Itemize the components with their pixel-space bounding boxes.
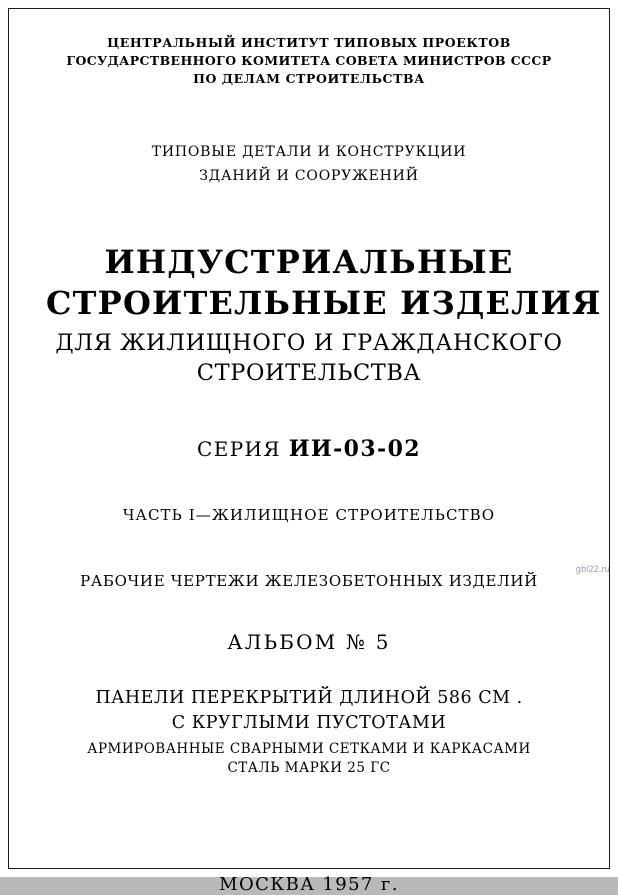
subtitle-line-2: СТРОИТЕЛЬСТВА [196, 360, 422, 386]
description-line-2: С КРУГЛЫМИ ПУСТОТАМИ [171, 713, 447, 733]
organization-line-3: ПО ДЕЛАМ СТРОИТЕЛЬСТВА [193, 71, 425, 86]
series-kind-line-2: ЗДАНИЙ И СООРУЖЕНИЙ [199, 168, 419, 184]
imprint [46, 874, 572, 895]
title-line-2: СТРОИТЕЛЬНЫЕ ИЗДЕЛИЯ [46, 284, 602, 322]
series-label: СЕРИЯ [197, 437, 281, 461]
organization-line-1: ЦЕНТРАЛЬНЫЙ ИНСТИТУТ ТИПОВЫХ ПРОЕКТОВ [107, 35, 511, 50]
product-description-primary [46, 686, 572, 736]
series-kind-line-1: ТИПОВЫЕ ДЕТАЛИ И КОНСТРУКЦИИ [151, 144, 467, 160]
series-kind [46, 140, 572, 188]
series-designation [46, 436, 572, 462]
working-drawings-text: РАБОЧИЕ ЧЕРТЕЖИ ЖЕЛЕЗОБЕТОННЫХ ИЗДЕЛИЙ [80, 572, 538, 590]
watermark: gbl22.ru [575, 564, 610, 574]
subtitle-line-1: ДЛЯ ЖИЛИЩНОГО И ГРАЖДАНСКОГО [55, 330, 563, 356]
organization-line-2: ГОСУДАРСТВЕННОГО КОМИТЕТА СОВЕТА МИНИСТРОВ СССР [66, 53, 552, 68]
part-label: ЧАСТЬ I—ЖИЛИЩНОЕ СТРОИТЕЛЬСТВО [122, 506, 496, 524]
working-drawings-label [46, 572, 572, 590]
description-line-3: АРМИРОВАННЫЕ СВАРНЫМИ СЕТКАМИ И КАРКАСАМИ [87, 741, 531, 757]
description-line-4: СТАЛЬ МАРКИ 25 ГС [227, 760, 391, 776]
description-line-1: ПАНЕЛИ ПЕРЕКРЫТИЙ ДЛИНОЙ 586 СМ . [95, 688, 523, 708]
imprint-text: МОСКВА 1957 г. [219, 874, 399, 895]
product-description-secondary [46, 740, 572, 778]
album-number-text: АЛЬБОМ № 5 [227, 630, 391, 654]
album-number [46, 630, 572, 654]
publisher-organization [46, 34, 572, 88]
page-subtitle [46, 328, 572, 388]
series-number: ИИ-03-02 [288, 436, 421, 462]
title-line-1: ИНДУСТРИАЛЬНЫЕ [104, 243, 514, 281]
page-title [46, 242, 602, 324]
part-designation [46, 506, 572, 524]
